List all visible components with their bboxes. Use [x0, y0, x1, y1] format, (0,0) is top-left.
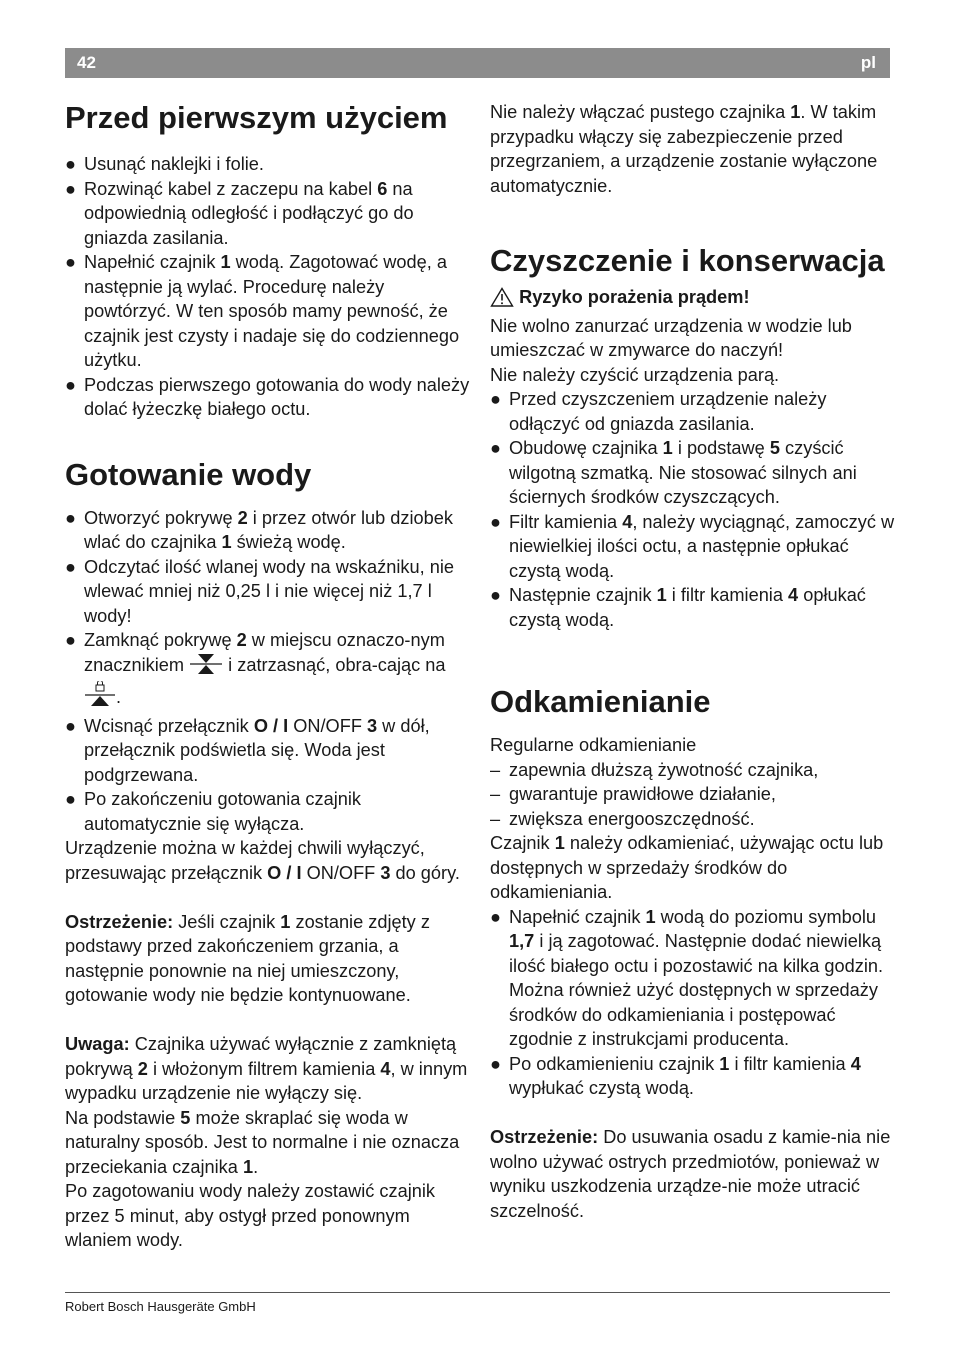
warning-heading: Ryzyko porażenia prądem!: [490, 285, 895, 314]
list-item: ● Przed czyszczeniem urządzenie należy odłączyć od gniazda zasilania.: [490, 389, 827, 434]
paragraph: Nie należy czyścić urządzenia parą.: [490, 364, 780, 385]
list-item: ● Odczytać ilość wlanej wody na wskaźniku, nie wlewać mniej niż 0,25 l i nie więcej niż 1,7 l wody!: [65, 556, 454, 626]
section-title-first-use: Przed pierwszym użyciem: [65, 100, 448, 135]
lid-close-marker-icon: [189, 653, 223, 682]
paragraph: Nie należy włączać pustego czajnika 1. W takim przypadku włączy się zabezpieczenie przed przegrzaniem, a urządzenie zostanie wyłączone automatycznie.: [490, 102, 878, 196]
section-title-boiling: Gotowanie wody: [65, 456, 312, 492]
list-item: ● Rozwinąć kabel z zaczepu na kabel 6 na odpowiednią odległość i podłączyć go do gniazda zasilania.: [65, 178, 414, 248]
page-number: 42: [77, 53, 96, 72]
paragraph: Po zagotowaniu wody należy zostawić czajnik przez 5 minut, aby ostygł przed ponownym wlaniem wody.: [65, 1181, 436, 1250]
list-item: ● Obudowę czajnika 1 i podstawę 5 czyścić wilgotną szmatką. Nie stosować silnych ani ściernych środków czyszczących.: [490, 438, 857, 507]
warning-paragraph: Ostrzeżenie: Do usuwania osadu z kamie-nia nie wolno używać ostrych przedmiotów, ponieważ w wyniku uszkodzenia urządze-nie może utracić szczelność.: [490, 1127, 891, 1221]
paragraph: Regularne odkamienianie: [490, 735, 697, 755]
warning-paragraph: Ostrzeżenie: Jeśli czajnik 1 zostanie zdjęty z podstawy przed zakończeniem grzania, a następnie ponownie na niej umieszczony, gotowanie wody nie będzie kontynuowane.: [65, 911, 430, 1005]
paragraph: Czajnik 1 należy odkamieniać, używając octu lub dostępnych w sprzedaży środków do odkamieniania.: [490, 833, 884, 902]
list-item: – zwiększa energooszczędność.: [490, 808, 755, 829]
lid-lock-marker-icon: [84, 681, 116, 714]
warning-triangle-icon: [490, 287, 514, 314]
list-item: ● Podczas pierwszego gotowania do wody należy dolać łyżeczkę białego octu.: [65, 374, 470, 419]
list-item: ● Następnie czajnik 1 i filtr kamienia 4 opłukać czystą wodą.: [490, 585, 866, 630]
list-item: ● Filtr kamienia 4, należy wyciągnąć, zamoczyć w niewielkiej ilości octu, a następnie opłukać czystą wodą.: [490, 511, 895, 581]
footer-company: Robert Bosch Hausgeräte GmbH: [65, 1299, 256, 1314]
section-title-cleaning: Czyszczenie i konserwacja: [490, 243, 885, 278]
note-paragraph: Uwaga: Czajnika używać wyłącznie z zamkniętą pokrywą 2 i włożonym filtrem kamienia 4, w innym wypadku urządzenie nie wyłączy się.: [65, 1034, 468, 1103]
footer-divider: [65, 1292, 890, 1293]
right-column: [490, 100, 895, 1223]
list-item: ● Po zakończeniu gotowania czajnik automatycznie się wyłącza.: [65, 789, 362, 834]
language-code: pl: [860, 53, 876, 72]
list-item: – gwarantuje prawidłowe działanie,: [490, 784, 776, 804]
section-title-descaling: Odkamienianie: [490, 684, 711, 719]
list-item: ● Wcisnąć przełącznik O / I ON/OFF 3 w dół, przełącznik podświetla się. Woda jest podgrzewana.: [65, 715, 430, 785]
paragraph: Na podstawie 5 może skraplać się woda w naturalny sposób. Jest to normalne i nie oznacza przeciekania czajnika 1.: [65, 1107, 460, 1177]
list-item: ● Napełnić czajnik 1 wodą do poziomu symbolu 1,7 i ją zagotować. Następnie dodać niewielką ilość białego octu i pozostawić na kilka godzin. Można również użyć dostępnych w sprzedaży środków do odkamieniania i postępować zgodnie z instrukcjami producenta.: [490, 906, 884, 1049]
list-item: ● Zamknąć pokrywę 2 w miejscu oznaczo-nym znacznikiem i zatrzasnąć, obra-cając na .: [65, 628, 470, 714]
page-header-bar: [65, 48, 890, 78]
list-item: ● Otworzyć pokrywę 2 i przez otwór lub dziobek wlać do czajnika 1 świeżą wodę.: [65, 507, 453, 552]
paragraph: Nie wolno zanurzać urządzenia w wodzie lub umieszczać w zmywarce do naczyń!: [490, 315, 852, 360]
list-item: ● Napełnić czajnik 1 wodą. Zagotować wodę, a następnie ją wylać. Procedurę należy powtórzyć. W ten sposób mamy pewność, że czajnik jest czysty i nadaje się do codziennego użytku.: [65, 252, 460, 370]
list-item: – zapewnia dłuższą żywotność czajnika,: [490, 759, 819, 780]
left-column: [65, 100, 470, 1253]
paragraph: Urządzenie można w każdej chwili wyłączyć, przesuwając przełącznik O / I ON/OFF 3 do góry.: [65, 838, 460, 883]
list-item: ● Po odkamienieniu czajnik 1 i filtr kamienia 4 wypłukać czystą wodą.: [490, 1053, 861, 1098]
list-item: ● Usunąć naklejki i folie.: [65, 154, 264, 174]
